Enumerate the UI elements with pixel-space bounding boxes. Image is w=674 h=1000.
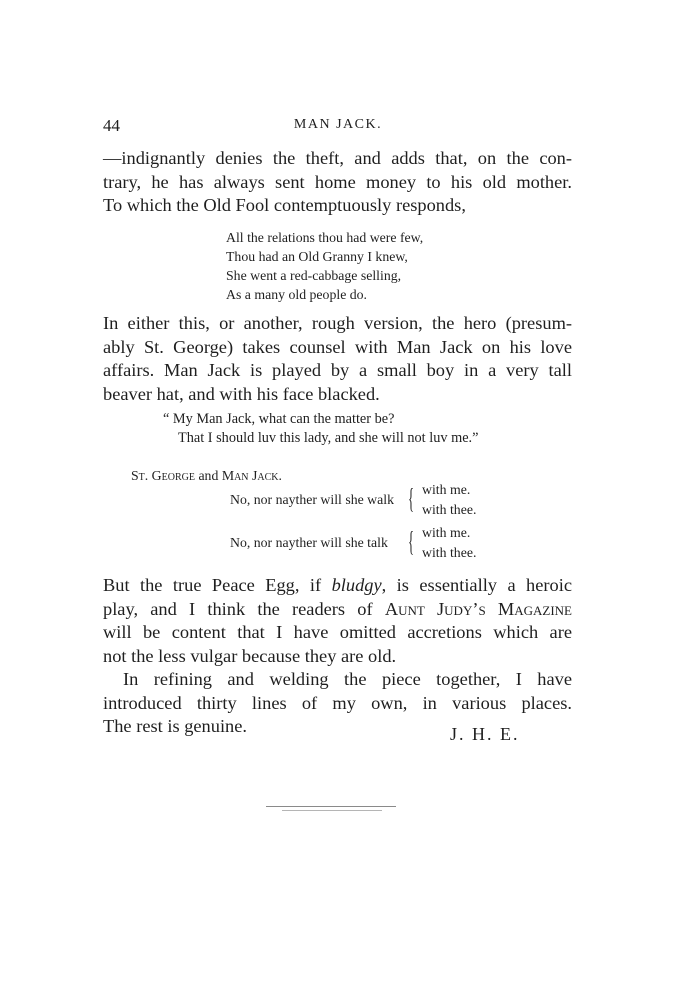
text-line: beaver hat, and with his face blacked. (103, 383, 380, 404)
text-line: ably St. George) takes counsel with Man Jack on his love (103, 336, 572, 357)
end-rule (282, 810, 382, 811)
page-number: 44 (103, 116, 120, 135)
page-header (103, 116, 573, 138)
text-line: trary, he has always sent home money to his old mother. (103, 171, 572, 192)
text-run: play, and I think the readers of (103, 598, 385, 619)
text-line: To which the Old Fool contemptuously responds, (103, 195, 466, 215)
chorus-option: with me. (422, 482, 471, 497)
verse-line: She went a red-cabbage selling, (226, 268, 402, 283)
paragraph-theft-denial (103, 147, 572, 218)
text-line: The rest is genuine. (103, 716, 248, 736)
brace-glyph: { (408, 484, 415, 515)
text-line: —indignantly denies the theft, and adds that, on the con- (103, 148, 572, 168)
speaker-man-jack: Man Jack. (221, 468, 282, 483)
running-title: MAN JACK. (293, 117, 383, 132)
text-line (103, 598, 572, 622)
quote-line: That I should luv this lady, and she will not luv me.” (178, 429, 479, 446)
paragraph-peace-egg (103, 574, 572, 739)
speaker-st-george: St. George (131, 468, 195, 483)
magazine-title: Aunt Judy’s Magazine (384, 598, 572, 619)
verse-line: As a many old people do. (226, 287, 368, 302)
text-line: In either this, or another, rough version, the hero (presum- (103, 313, 572, 333)
brace-glyph: { (408, 527, 415, 558)
chorus-option: with thee. (422, 545, 477, 560)
text-line: will be content that I have omitted accretions which are (103, 622, 572, 642)
text-line: In refining and welding the piece together, I have (123, 669, 572, 689)
verse-line: All the relations thou had were few, (226, 230, 424, 245)
text-line: introduced thirty lines of my own, in various places. (103, 692, 572, 713)
chorus-lead: No, nor nayther will she walk (230, 492, 394, 507)
chorus-option: with me. (422, 525, 471, 540)
end-rule (266, 806, 396, 807)
text-line (103, 574, 572, 598)
verse-line: Thou had an Old Granny I knew, (226, 249, 408, 264)
italic-word: bludgy (331, 575, 382, 595)
text-line: not the less vulgar because they are old. (103, 645, 397, 666)
verse-old-granny (226, 228, 423, 304)
text-run: , is essentially a heroic (381, 575, 572, 595)
chorus-lead: No, nor nayther will she talk (230, 535, 388, 550)
paragraph-man-jack-version (103, 312, 572, 406)
quote-my-man-jack (163, 410, 478, 447)
chorus-option: with thee. (422, 502, 477, 517)
text-line: affairs. Man Jack is played by a small boy in a very tall (103, 360, 572, 380)
text-run: But the true Peace Egg, if (103, 575, 332, 595)
speaker-joiner: and (198, 468, 219, 483)
signature-initials: J. H. E. (450, 724, 520, 744)
quote-line: “ My Man Jack, what can the matter be? (163, 411, 395, 427)
speaker-heading (131, 468, 282, 484)
